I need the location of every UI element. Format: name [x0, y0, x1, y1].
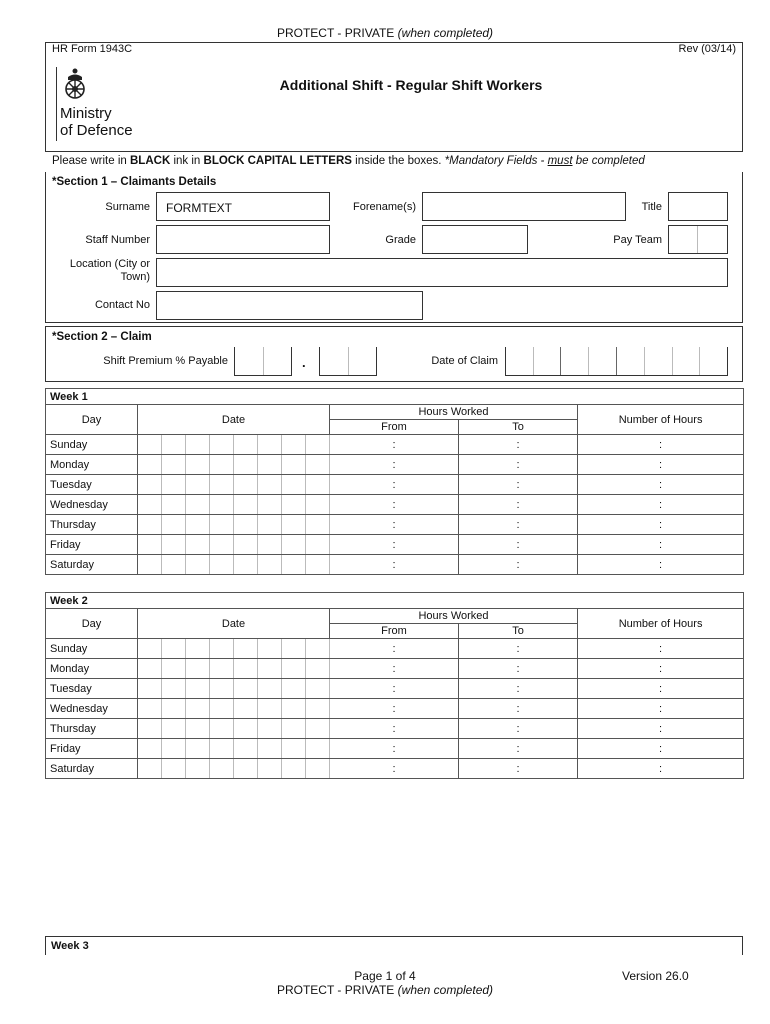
date-digit-cell[interactable]	[306, 555, 330, 575]
from-time-cell[interactable]: :	[330, 535, 459, 555]
pay-team-label: Pay Team	[613, 234, 662, 246]
date-digit-cell[interactable]	[162, 515, 186, 535]
to-time-cell[interactable]: :	[459, 495, 578, 515]
date-digit-cell[interactable]	[258, 739, 282, 759]
to-time-cell[interactable]: :	[459, 679, 578, 699]
date-digit-cell[interactable]	[306, 699, 330, 719]
date-digit-cell[interactable]	[258, 515, 282, 535]
premium-whole-field[interactable]	[234, 347, 292, 376]
number-of-hours-cell[interactable]: :	[578, 435, 744, 455]
pay-team-divider	[697, 226, 698, 253]
date-digit-cell[interactable]	[186, 659, 210, 679]
date-digit-cell[interactable]	[234, 555, 258, 575]
date-of-claim-field[interactable]	[505, 347, 728, 376]
date-digit-cell[interactable]	[210, 435, 234, 455]
from-header: From	[330, 420, 459, 435]
premium-decimal-divider	[348, 347, 349, 375]
date-digit-cell[interactable]	[138, 435, 162, 455]
number-of-hours-cell[interactable]: :	[578, 455, 744, 475]
from-time-cell[interactable]: :	[330, 475, 459, 495]
date-digit-cell[interactable]	[210, 535, 234, 555]
date-digit-cell[interactable]	[162, 475, 186, 495]
premium-decimal-field[interactable]	[319, 347, 377, 376]
org-name-line1: Ministry	[60, 105, 112, 122]
protect-text: PROTECT - PRIVATE	[276, 26, 395, 40]
section-1	[45, 172, 743, 323]
to-time-cell[interactable]: :	[459, 455, 578, 475]
day-row	[46, 495, 744, 515]
day-row	[46, 535, 744, 555]
form-revision: Rev (03/14)	[678, 43, 736, 55]
day-label: Tuesday	[46, 679, 138, 699]
week-title: Week 2	[46, 593, 744, 609]
pay-team-field[interactable]	[668, 225, 728, 254]
title-label: Title	[641, 201, 662, 213]
to-header: To	[459, 624, 578, 639]
date-digit-cell[interactable]	[138, 679, 162, 699]
date-digit-cell[interactable]	[210, 555, 234, 575]
date-digit-cell[interactable]	[210, 455, 234, 475]
date-divider	[560, 347, 561, 375]
date-digit-cell[interactable]	[210, 475, 234, 495]
number-of-hours-header: Number of Hours	[578, 405, 744, 435]
day-label: Wednesday	[46, 495, 138, 515]
date-digit-cell[interactable]	[210, 659, 234, 679]
day-row	[46, 719, 744, 739]
protect-marking-bottom	[0, 983, 770, 997]
from-time-cell[interactable]: :	[330, 699, 459, 719]
day-label: Friday	[46, 535, 138, 555]
from-time-cell[interactable]: :	[330, 515, 459, 535]
protect-text-em: (when completed)	[397, 983, 494, 997]
week-3-header	[45, 936, 743, 955]
number-of-hours-cell[interactable]: :	[578, 495, 744, 515]
org-name-line2: of Defence	[60, 122, 133, 139]
date-digit-cell[interactable]	[234, 739, 258, 759]
date-digit-cell[interactable]	[306, 739, 330, 759]
form-title: Additional Shift - Regular Shift Workers	[279, 77, 543, 93]
hours-worked-header: Hours Worked	[330, 405, 578, 420]
week-2-rows	[46, 639, 744, 779]
location-label: Location (City or Town)	[69, 258, 150, 283]
date-digit-cell[interactable]	[258, 659, 282, 679]
from-time-cell[interactable]: :	[330, 719, 459, 739]
premium-dot: .	[302, 355, 306, 370]
from-time-cell[interactable]: :	[330, 759, 459, 779]
protect-marking-top	[0, 26, 770, 40]
instr-black: BLACK	[130, 155, 171, 167]
date-digit-cell[interactable]	[306, 475, 330, 495]
instr-caps: BLOCK CAPITAL LETTERS	[203, 155, 352, 167]
to-time-cell[interactable]: :	[459, 435, 578, 455]
from-time-cell[interactable]: :	[330, 659, 459, 679]
form-number: HR Form 1943C	[52, 43, 133, 55]
day-row	[46, 759, 744, 779]
date-digit-cell[interactable]	[210, 679, 234, 699]
date-digit-cell[interactable]	[306, 719, 330, 739]
date-digit-cell[interactable]	[162, 719, 186, 739]
logo-divider	[56, 67, 57, 141]
surname-field[interactable]	[156, 192, 330, 221]
date-digit-cell[interactable]	[306, 515, 330, 535]
date-header: Date	[138, 405, 330, 435]
from-time-cell[interactable]: :	[330, 739, 459, 759]
week-1-rows	[46, 435, 744, 575]
title-field[interactable]	[668, 192, 728, 221]
week-title: Week 1	[46, 389, 744, 405]
date-digit-cell[interactable]	[210, 495, 234, 515]
date-digit-cell[interactable]	[282, 515, 306, 535]
instr-mand-post: be completed	[575, 155, 645, 167]
date-divider	[699, 347, 700, 375]
date-digit-cell[interactable]	[258, 679, 282, 699]
date-digit-cell[interactable]	[282, 699, 306, 719]
day-row	[46, 455, 744, 475]
section-1-title: *Section 1 – Claimants Details	[52, 176, 217, 188]
contact-field[interactable]	[156, 291, 423, 320]
to-time-cell[interactable]: :	[459, 535, 578, 555]
day-row	[46, 699, 744, 719]
to-time-cell[interactable]: :	[459, 739, 578, 759]
date-digit-cell[interactable]	[258, 759, 282, 779]
header-row	[46, 609, 744, 624]
from-time-cell[interactable]: :	[330, 679, 459, 699]
number-of-hours-cell[interactable]: :	[578, 475, 744, 495]
date-digit-cell[interactable]	[186, 759, 210, 779]
day-row	[46, 555, 744, 575]
to-time-cell[interactable]: :	[459, 659, 578, 679]
date-digit-cell[interactable]	[162, 739, 186, 759]
date-digit-cell[interactable]	[186, 639, 210, 659]
premium-label: Shift Premium % Payable	[103, 355, 228, 367]
date-digit-cell[interactable]	[234, 699, 258, 719]
day-row	[46, 435, 744, 455]
week-2-table	[45, 592, 744, 779]
date-digit-cell[interactable]	[186, 515, 210, 535]
date-digit-cell[interactable]	[162, 679, 186, 699]
to-time-cell[interactable]: :	[459, 555, 578, 575]
date-digit-cell[interactable]	[138, 455, 162, 475]
date-digit-cell[interactable]	[186, 699, 210, 719]
day-label: Thursday	[46, 719, 138, 739]
day-row	[46, 739, 744, 759]
forename-field[interactable]	[422, 192, 626, 221]
from-header: From	[330, 624, 459, 639]
date-digit-cell[interactable]	[162, 455, 186, 475]
date-digit-cell[interactable]	[210, 515, 234, 535]
date-digit-cell[interactable]	[210, 639, 234, 659]
date-digit-cell[interactable]	[282, 739, 306, 759]
date-digit-cell[interactable]	[306, 495, 330, 515]
premium-divider	[263, 347, 264, 375]
day-row	[46, 515, 744, 535]
date-digit-cell[interactable]	[138, 475, 162, 495]
day-label: Wednesday	[46, 699, 138, 719]
instr-post: inside the boxes.	[355, 155, 442, 167]
week-3-title: Week 3	[51, 940, 89, 952]
day-header: Day	[46, 609, 138, 639]
from-time-cell[interactable]: :	[330, 639, 459, 659]
number-of-hours-cell[interactable]: :	[578, 555, 744, 575]
date-digit-cell[interactable]	[306, 535, 330, 555]
week-title-row	[46, 593, 744, 609]
number-of-hours-cell[interactable]: :	[578, 719, 744, 739]
section-2-title: *Section 2 – Claim	[52, 331, 152, 343]
section-2	[45, 326, 743, 382]
protect-text-em: (when completed)	[397, 26, 494, 40]
date-divider	[672, 347, 673, 375]
mod-crest-icon	[60, 67, 90, 101]
date-digit-cell[interactable]	[234, 535, 258, 555]
number-of-hours-cell[interactable]: :	[578, 699, 744, 719]
number-of-hours-cell[interactable]: :	[578, 515, 744, 535]
date-digit-cell[interactable]	[138, 699, 162, 719]
date-digit-cell[interactable]	[258, 435, 282, 455]
to-time-cell[interactable]: :	[459, 719, 578, 739]
date-digit-cell[interactable]	[186, 679, 210, 699]
from-time-cell[interactable]: :	[330, 555, 459, 575]
date-digit-cell[interactable]	[234, 679, 258, 699]
from-time-cell[interactable]: :	[330, 435, 459, 455]
instr-must: must	[547, 155, 573, 167]
date-digit-cell[interactable]	[306, 679, 330, 699]
date-digit-cell[interactable]	[210, 719, 234, 739]
version: Version 26.0	[622, 969, 689, 983]
date-digit-cell[interactable]	[282, 455, 306, 475]
date-digit-cell[interactable]	[282, 535, 306, 555]
from-time-cell[interactable]: :	[330, 495, 459, 515]
day-label: Monday	[46, 659, 138, 679]
date-digit-cell[interactable]	[282, 555, 306, 575]
date-digit-cell[interactable]	[186, 455, 210, 475]
date-digit-cell[interactable]	[234, 515, 258, 535]
number-of-hours-cell[interactable]: :	[578, 535, 744, 555]
staff-number-label: Staff Number	[85, 234, 150, 246]
form-header	[45, 42, 743, 152]
instr-mid: ink in	[173, 155, 201, 167]
day-label: Tuesday	[46, 475, 138, 495]
number-of-hours-cell[interactable]: :	[578, 639, 744, 659]
date-digit-cell[interactable]	[258, 699, 282, 719]
date-digit-cell[interactable]	[162, 699, 186, 719]
date-digit-cell[interactable]	[306, 455, 330, 475]
date-divider	[533, 347, 534, 375]
date-digit-cell[interactable]	[258, 639, 282, 659]
date-digit-cell[interactable]	[234, 455, 258, 475]
date-divider	[644, 347, 645, 375]
date-digit-cell[interactable]	[306, 435, 330, 455]
day-label: Saturday	[46, 555, 138, 575]
day-label: Saturday	[46, 759, 138, 779]
date-digit-cell[interactable]	[162, 535, 186, 555]
date-digit-cell[interactable]	[258, 719, 282, 739]
date-divider	[588, 347, 589, 375]
date-digit-cell[interactable]	[282, 435, 306, 455]
date-digit-cell[interactable]	[306, 659, 330, 679]
date-digit-cell[interactable]	[138, 659, 162, 679]
date-digit-cell[interactable]	[258, 455, 282, 475]
date-digit-cell[interactable]	[282, 495, 306, 515]
date-digit-cell[interactable]	[186, 495, 210, 515]
date-digit-cell[interactable]	[210, 699, 234, 719]
day-row	[46, 679, 744, 699]
date-digit-cell[interactable]	[138, 759, 162, 779]
date-digit-cell[interactable]	[162, 435, 186, 455]
date-digit-cell[interactable]	[306, 759, 330, 779]
hours-worked-header: Hours Worked	[330, 609, 578, 624]
to-time-cell[interactable]: :	[459, 699, 578, 719]
date-digit-cell[interactable]	[234, 719, 258, 739]
date-digit-cell[interactable]	[234, 759, 258, 779]
location-field[interactable]	[156, 258, 728, 287]
to-time-cell[interactable]: :	[459, 515, 578, 535]
day-label: Sunday	[46, 435, 138, 455]
date-digit-cell[interactable]	[138, 719, 162, 739]
date-digit-cell[interactable]	[138, 535, 162, 555]
date-digit-cell[interactable]	[186, 719, 210, 739]
staff-number-field[interactable]	[156, 225, 330, 254]
instructions	[52, 155, 645, 167]
week-1-table	[45, 388, 744, 575]
number-of-hours-cell[interactable]: :	[578, 679, 744, 699]
date-digit-cell[interactable]	[282, 679, 306, 699]
day-label: Monday	[46, 455, 138, 475]
header-row	[46, 405, 744, 420]
date-digit-cell[interactable]	[210, 739, 234, 759]
number-of-hours-cell[interactable]: :	[578, 739, 744, 759]
date-digit-cell[interactable]	[234, 475, 258, 495]
date-digit-cell[interactable]	[234, 435, 258, 455]
day-label: Thursday	[46, 515, 138, 535]
day-label: Sunday	[46, 639, 138, 659]
day-label: Friday	[46, 739, 138, 759]
from-time-cell[interactable]: :	[330, 455, 459, 475]
instr-pre: Please write in	[52, 155, 127, 167]
date-divider	[616, 347, 617, 375]
to-time-cell[interactable]: :	[459, 475, 578, 495]
date-digit-cell[interactable]	[138, 555, 162, 575]
date-of-claim-label: Date of Claim	[431, 355, 498, 367]
date-digit-cell[interactable]	[138, 739, 162, 759]
grade-label: Grade	[385, 234, 416, 246]
date-digit-cell[interactable]	[162, 659, 186, 679]
date-digit-cell[interactable]	[258, 555, 282, 575]
week-title-row	[46, 389, 744, 405]
date-digit-cell[interactable]	[162, 639, 186, 659]
date-digit-cell[interactable]	[186, 535, 210, 555]
date-digit-cell[interactable]	[258, 495, 282, 515]
date-digit-cell[interactable]	[186, 435, 210, 455]
date-digit-cell[interactable]	[234, 495, 258, 515]
protect-text: PROTECT - PRIVATE	[276, 983, 395, 997]
instr-mandatory: *Mandatory Fields -	[444, 155, 545, 167]
date-digit-cell[interactable]	[186, 555, 210, 575]
date-digit-cell[interactable]	[162, 759, 186, 779]
date-digit-cell[interactable]	[306, 639, 330, 659]
date-digit-cell[interactable]	[138, 515, 162, 535]
number-of-hours-cell[interactable]: :	[578, 659, 744, 679]
page-number: Page 1 of 4	[354, 969, 416, 983]
day-row	[46, 639, 744, 659]
date-digit-cell[interactable]	[282, 475, 306, 495]
date-digit-cell[interactable]	[234, 639, 258, 659]
date-digit-cell[interactable]	[282, 659, 306, 679]
day-row	[46, 475, 744, 495]
date-digit-cell[interactable]	[234, 659, 258, 679]
org-name	[60, 105, 133, 139]
date-digit-cell[interactable]	[162, 555, 186, 575]
date-digit-cell[interactable]	[186, 475, 210, 495]
date-digit-cell[interactable]	[186, 739, 210, 759]
date-digit-cell[interactable]	[282, 639, 306, 659]
date-digit-cell[interactable]	[210, 759, 234, 779]
contact-label: Contact No	[94, 299, 150, 311]
date-digit-cell[interactable]	[282, 719, 306, 739]
date-digit-cell[interactable]	[258, 475, 282, 495]
number-of-hours-header: Number of Hours	[578, 609, 744, 639]
to-time-cell[interactable]: :	[459, 639, 578, 659]
surname-label: Surname	[105, 201, 150, 213]
day-row	[46, 659, 744, 679]
date-digit-cell[interactable]	[162, 495, 186, 515]
surname-value: FORMTEXT	[166, 201, 232, 215]
forename-label: Forename(s)	[353, 201, 416, 213]
date-digit-cell[interactable]	[282, 759, 306, 779]
to-header: To	[459, 420, 578, 435]
date-digit-cell[interactable]	[138, 639, 162, 659]
date-header: Date	[138, 609, 330, 639]
number-of-hours-cell[interactable]: :	[578, 759, 744, 779]
date-digit-cell[interactable]	[138, 495, 162, 515]
day-header: Day	[46, 405, 138, 435]
grade-field[interactable]	[422, 225, 528, 254]
to-time-cell[interactable]: :	[459, 759, 578, 779]
date-digit-cell[interactable]	[258, 535, 282, 555]
